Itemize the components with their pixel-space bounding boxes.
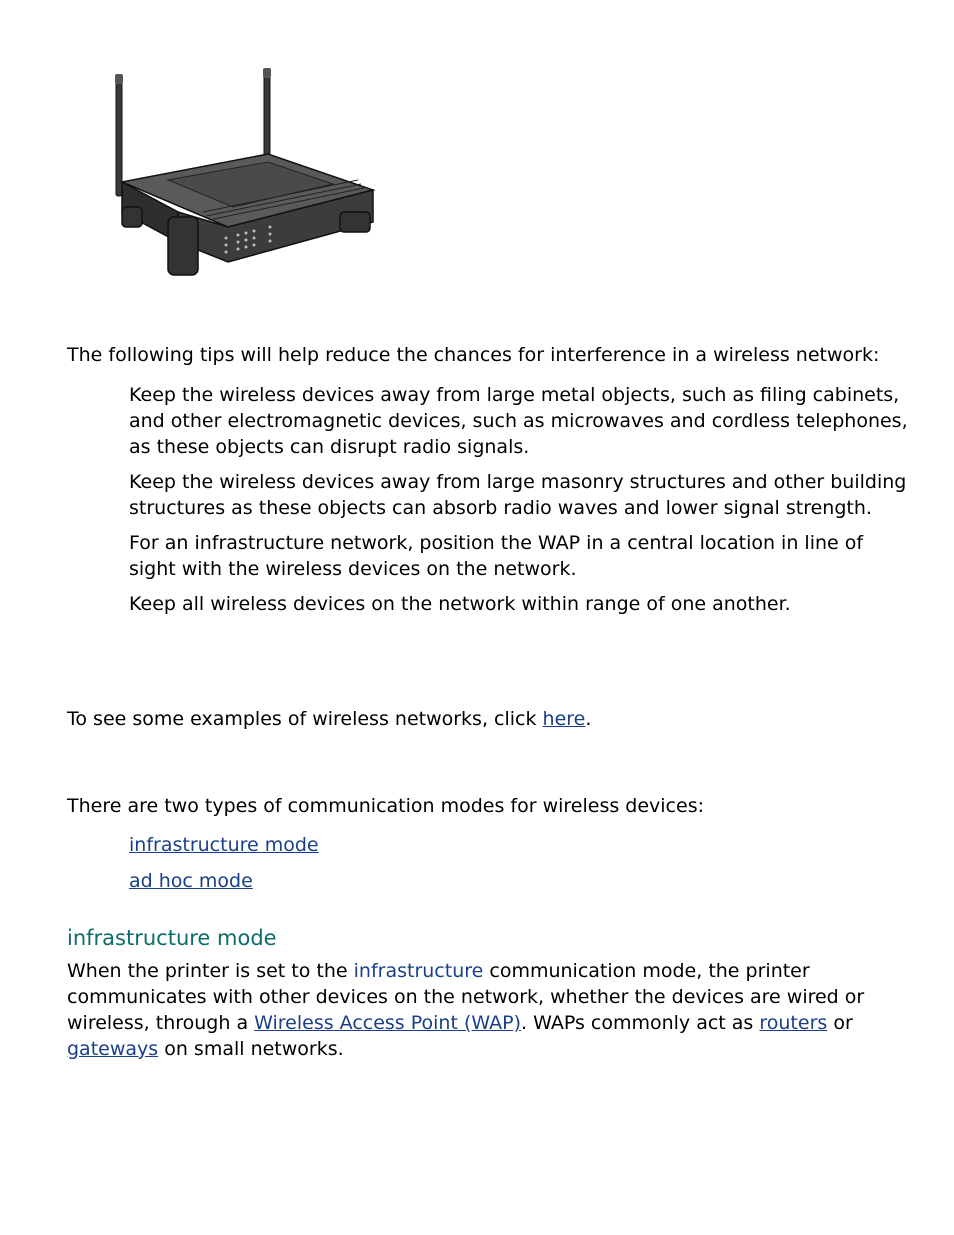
wap-link[interactable]: Wireless Access Point (WAP) xyxy=(254,1012,521,1034)
para-text-5: on small networks. xyxy=(158,1038,344,1060)
para-text-3: . WAPs commonly act as xyxy=(521,1012,760,1034)
tip-item: Keep the wireless devices away from large masonry structures and other building structures as these objects can absorb radio waves and lower signal strength. xyxy=(129,471,907,519)
infrastructure-term: infrastructure xyxy=(353,960,484,982)
para-text-1: When the printer is set to the xyxy=(67,960,354,982)
modes-intro-text: There are two types of communication modes for wireless devices: xyxy=(67,795,704,817)
section-heading: infrastructure mode xyxy=(67,926,277,950)
intro-text: The following tips will help reduce the chances for interference in a wireless network: xyxy=(67,344,880,366)
examples-prefix: To see some examples of wireless networks, click xyxy=(67,708,543,730)
mode-link-item xyxy=(129,832,319,858)
mode-links-list xyxy=(129,832,319,904)
examples-text xyxy=(67,706,591,732)
para-text-4: or xyxy=(827,1012,853,1034)
infrastructure-paragraph xyxy=(67,958,887,1062)
ad-hoc-mode-link[interactable]: ad hoc mode xyxy=(129,870,253,892)
tip-item: Keep all wireless devices on the network within range of one another. xyxy=(129,593,791,615)
tip-item: Keep the wireless devices away from large metal objects, such as filing cabinets, and other electromagnetic devices, such as microwaves and cordless telephones, as these objects can disrupt radio signals. xyxy=(129,384,908,458)
examples-here-link[interactable]: here xyxy=(542,708,586,730)
wireless-router-image xyxy=(108,62,383,282)
mode-link-item xyxy=(129,868,319,894)
infrastructure-mode-link[interactable]: infrastructure mode xyxy=(129,834,319,856)
tip-item: For an infrastructure network, position the WAP in a central location in line of sight with the wireless devices on the network. xyxy=(129,532,864,580)
routers-link[interactable]: routers xyxy=(759,1012,828,1034)
examples-suffix: . xyxy=(585,708,592,730)
para-text-2: communication mode, the printer communicates with other devices on the network, whether the devices are wired or wireless, through a xyxy=(67,960,865,1034)
tips-list xyxy=(129,382,909,626)
gateways-link[interactable]: gateways xyxy=(67,1038,159,1060)
